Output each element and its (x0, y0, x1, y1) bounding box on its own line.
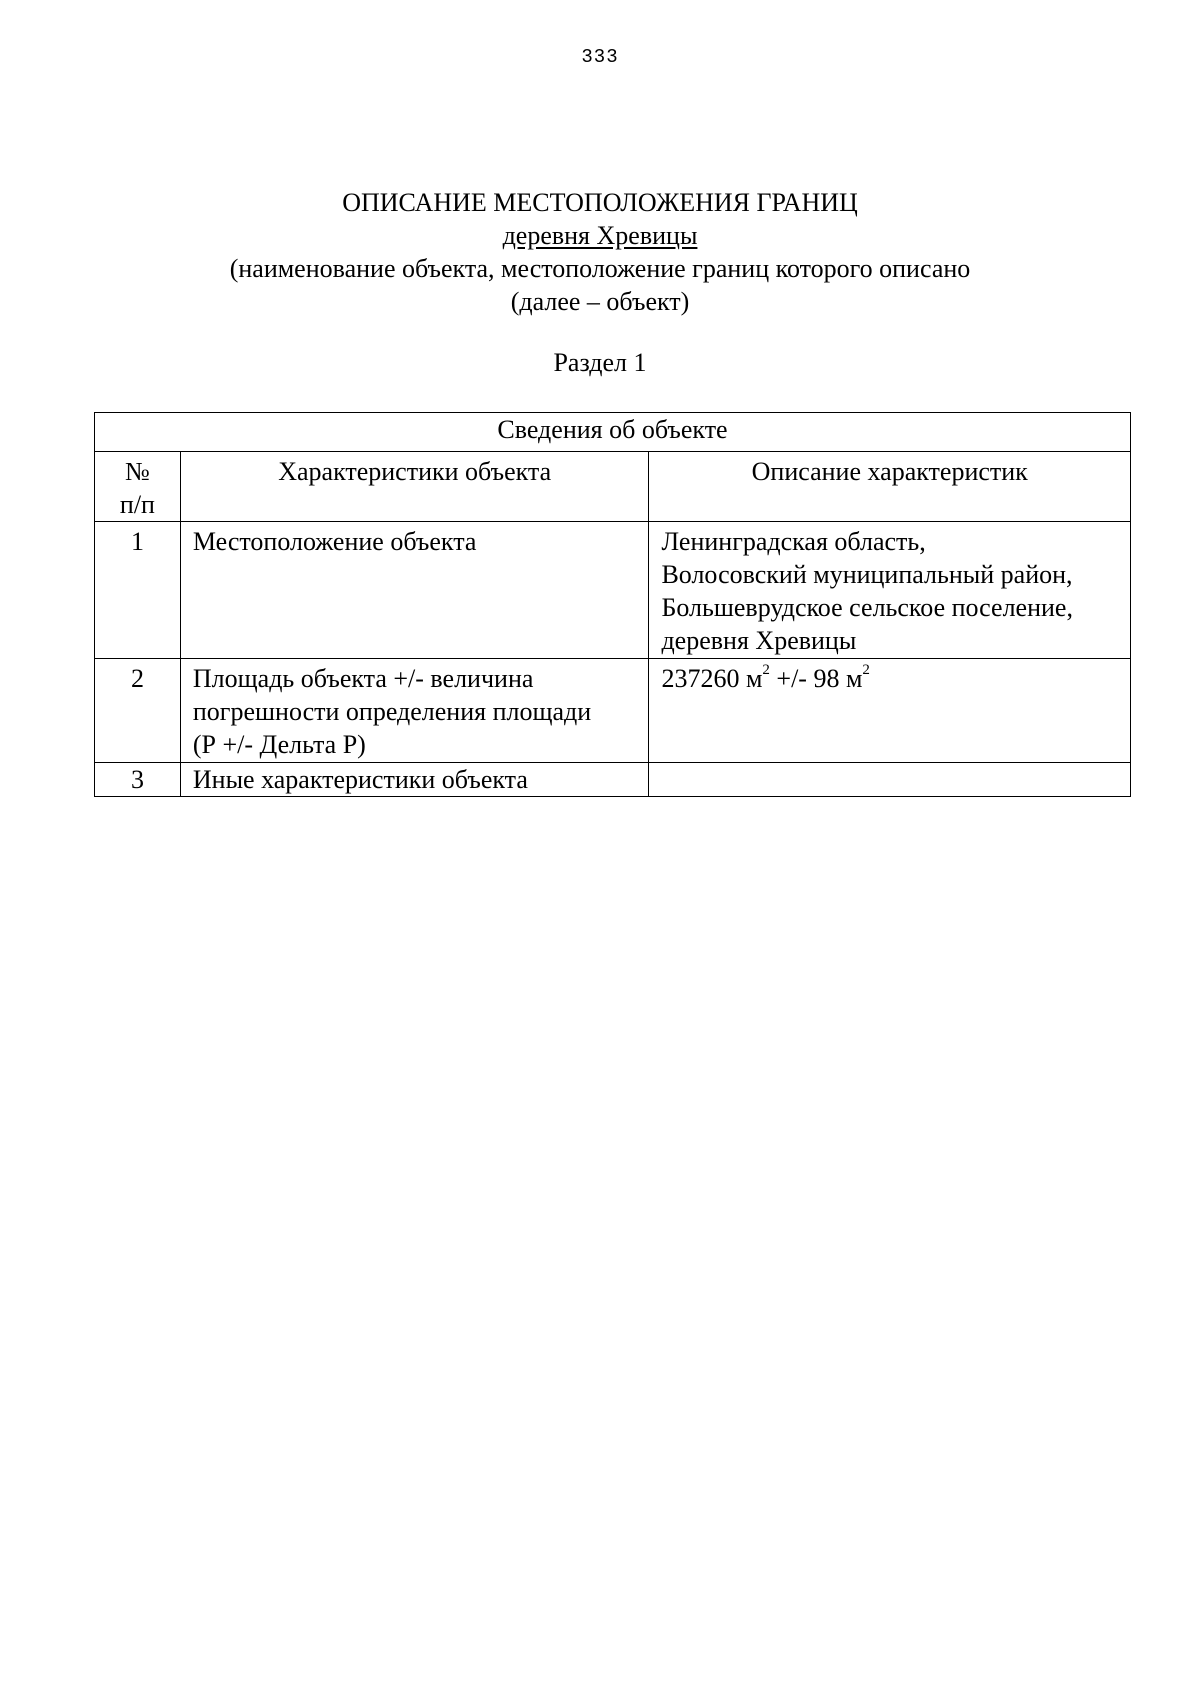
area-unit-exponent: 2 (762, 662, 770, 678)
row-number: 1 (95, 522, 181, 659)
table-caption: Сведения об объекте (95, 413, 1131, 452)
table-row (95, 763, 1131, 797)
object-note-line-1: (наименование объекта, местоположение границ которого описано (229, 254, 971, 283)
location-line: деревня Хревицы (661, 626, 857, 655)
header-description: Описание характеристик (649, 452, 1131, 522)
row-number: 2 (95, 659, 181, 763)
header-number-line-1: № (125, 457, 150, 486)
row-characteristic: Местоположение объекта (180, 522, 649, 659)
document-title: ОПИСАНИЕ МЕСТОПОЛОЖЕНИЯ ГРАНИЦ (342, 188, 858, 217)
row-description (649, 659, 1131, 763)
row-description (649, 763, 1131, 797)
location-line: Ленинградская область, (661, 527, 926, 556)
area-value: 237260 м (661, 664, 763, 693)
table-row (95, 522, 1131, 659)
section-label: Раздел 1 (553, 348, 647, 377)
header-number-line-2: п/п (119, 490, 155, 519)
tolerance-unit-exponent: 2 (862, 662, 870, 678)
header-number (95, 452, 181, 522)
header-characteristics: Характеристики объекта (180, 452, 649, 522)
characteristic-line: (Р +/- Дельта Р) (192, 730, 366, 759)
characteristic-line: Площадь объекта +/- величина (192, 664, 534, 693)
row-description (649, 522, 1131, 659)
object-note-line-2: (далее – объект) (510, 287, 690, 316)
table-caption-row (95, 413, 1131, 452)
location-line: Волосовский муниципальный район, (661, 560, 1073, 589)
row-number: 3 (95, 763, 181, 797)
object-name: деревня Хревицы (502, 221, 698, 250)
location-line: Большеврудское сельское поселение, (661, 593, 1073, 622)
object-info-table (94, 412, 1131, 797)
table-row (95, 659, 1131, 763)
document-heading (0, 186, 1200, 318)
row-characteristic (180, 659, 649, 763)
characteristic-line: погрешности определения площади (192, 697, 592, 726)
area-tolerance: +/- 98 м (769, 664, 863, 693)
page-number: 333 (581, 46, 619, 68)
row-characteristic: Иные характеристики объекта (180, 763, 649, 797)
table-header-row (95, 452, 1131, 522)
